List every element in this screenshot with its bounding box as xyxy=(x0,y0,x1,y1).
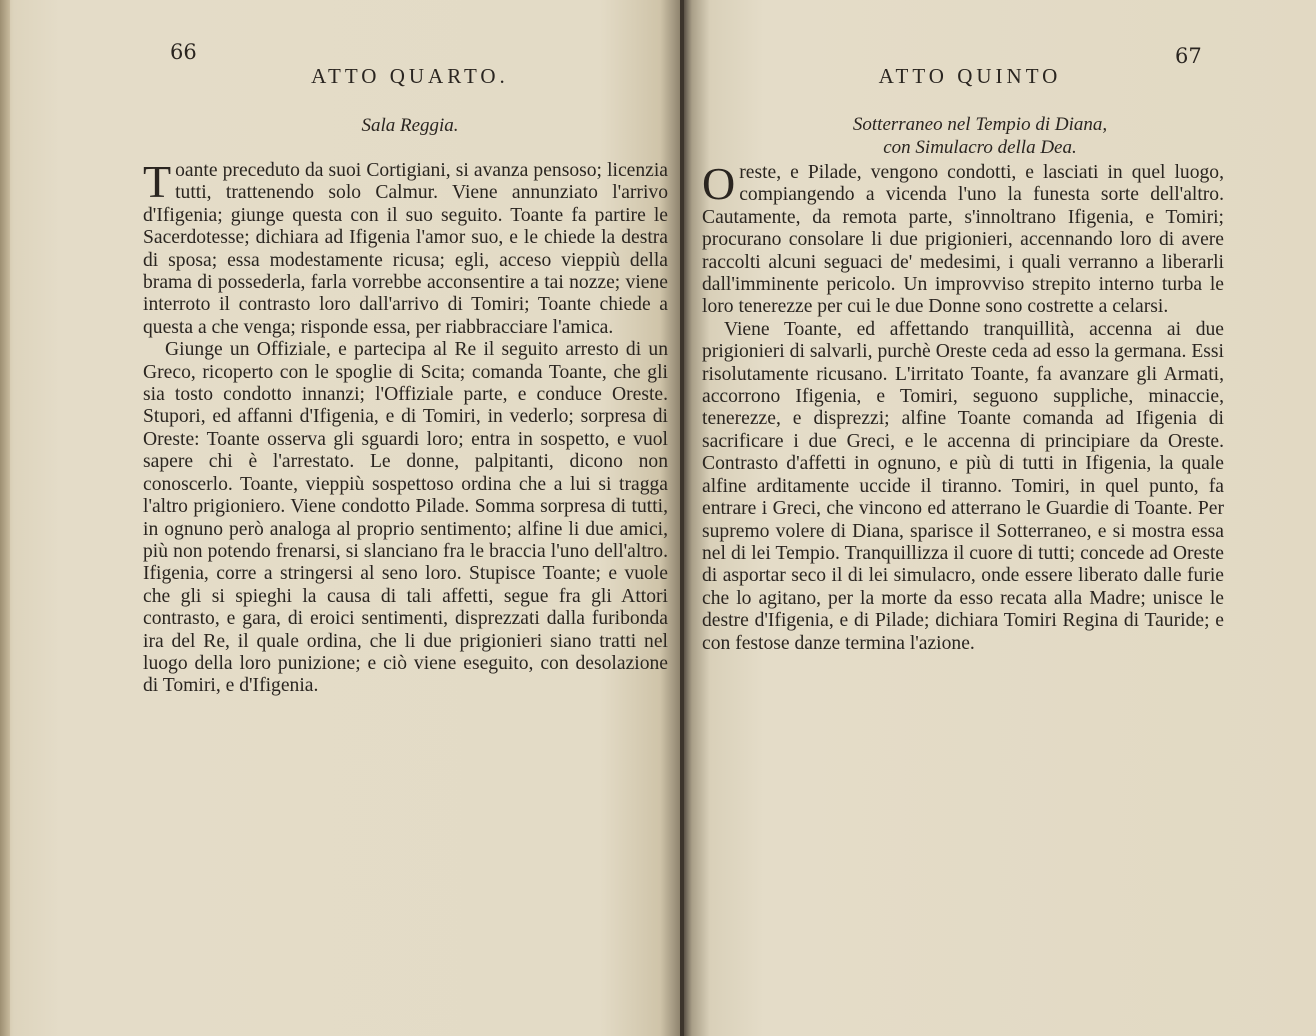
paragraph: Giunge un Offiziale, e partecipa al Re il seguito arresto di un Greco, ricoperto con le spoglie di Scita; comanda Toante, che gli sia tosto condotto innanzi; l'Offiziale parte, e conduce Oreste. Stupori, ed affanni d'Ifigenia, e di Tomiri, in vederlo; sorpresa di Oreste: Toante osserva gli sguardi loro; entra in sospetto, e vuol sapere chi è l'arrestato. Le donne, palpitanti, dicono non conoscerlo. Toante, vieppiù sospettoso ordina che a lui si tragga l'altro prigioniero. Viene condotto Pilade. Somma sorpresa di tutti, in ognuno però analoga al proprio sentimento; alfine li due amici, più non potendo frenarsi, si slanciano fra le braccia l'uno dell'altro. Ifigenia, corre a stringersi al seno loro. Stupisce Toante; e vuole che gli si spieghi la causa di tali affetti, segue fra gli Attori contrasto, e gara, di eroici sentimenti, disprezzati dalla furibonda ira del Re, il quale ordina, che li due prigionieri siano tratti nel luogo della loro punizione; e ciò viene eseguito, con desolazione di Tomiri, e d'Ifigenia. xyxy=(143,339,668,697)
drop-cap: O xyxy=(702,158,736,209)
page-number-left: 66 xyxy=(170,40,197,64)
right-page xyxy=(684,0,1316,1036)
scene-heading-right xyxy=(730,113,1230,159)
page-number-right: 67 xyxy=(1175,44,1202,68)
scene-line: Sotterraneo nel Tempio di Diana, xyxy=(852,114,1108,135)
paragraph-text: oante preceduto da suoi Cortigiani, si avanza pensoso; licenzia tutti, trattenendo solo Calmur. Viene annunziato l'arrivo d'Ifigenia; giunge questa con il suo seguito. Toante fa partire le Sacerdotesse; dichiara ad Ifigenia l'amor suo, e le chiede la destra di sposa; essa modestamente ricusa; egli, acceso vieppiù della brama di possederla, farla vorrebbe acconsentire a tai nozze; viene interroto il contrasto loro dall'arrivo di Tomiri; Toante chiede a questa a che venga; risponde essa, per riabbracciare l'amica. xyxy=(143,160,668,338)
page-edge xyxy=(0,0,10,1036)
body-text-left xyxy=(143,156,668,698)
paragraph xyxy=(702,158,1224,319)
act-title-right: ATTO QUINTO xyxy=(878,64,1062,88)
paragraph-text: reste, e Pilade, vengono condotti, e lasciati in quel luogo, compiangendo a vicenda l'uno la funesta sorte dell'altro. Cautamente, da remota parte, s'innoltrano Ifigenia, e Tomiri; procurano consolare li due prigionieri, accennando loro di avere raccolti alcuni seguaci de' medesimi, i quali verranno a liberarli dall'imminente pericolo. Un improvviso strepito interno turba le loro tenerezze per cui le due Donne sono costrette a celarsi. xyxy=(702,162,1224,318)
drop-cap: T xyxy=(143,156,172,207)
body-text-right xyxy=(702,158,1224,655)
paragraph xyxy=(143,156,668,339)
paragraph: Viene Toante, ed affettando tranquillità, accenna ai due prigionieri di salvarli, purchè Oreste ceda ad esso la germana. Essi risolutamente ricusano. L'irritato Toante, fa avanzare gli Armati, accorrono Ifigenia, e Tomiri, seguono suppliche, minaccie, tenerezze, e disprezzi; alfine Toante comanda ad Ifigenia di sacrificare i due Greci, e le accenna di principiare da Oreste. Contrasto d'affetti in ognuno, e più di tutti in Ifigenia, la quale alfine arditamente uccide il tiranno. Tomiri, in quel punto, fa entrare i Greci, che vincono ed atterrano le Guardie di Toante. Per supremo volere di Diana, sparisce il Sotterraneo, e si mostra essa nel di lei Tempio. Tranquillizza il cuore di tutti; concede ad Oreste di asportar seco il di lei simulacro, onde essere liberato dalle furie che lo agitano, per la morte da esso recata alla Madre; unisce le destre d'Ifigenia, e di Pilade; dichiara Tomiri Regina di Tauride; e con festose danze termina l'azione. xyxy=(702,318,1224,654)
scene-heading-left: Sala Reggia. xyxy=(361,115,459,136)
act-title-left: ATTO QUARTO. xyxy=(311,64,509,88)
scene-line: con Simulacro della Dea. xyxy=(883,137,1077,158)
